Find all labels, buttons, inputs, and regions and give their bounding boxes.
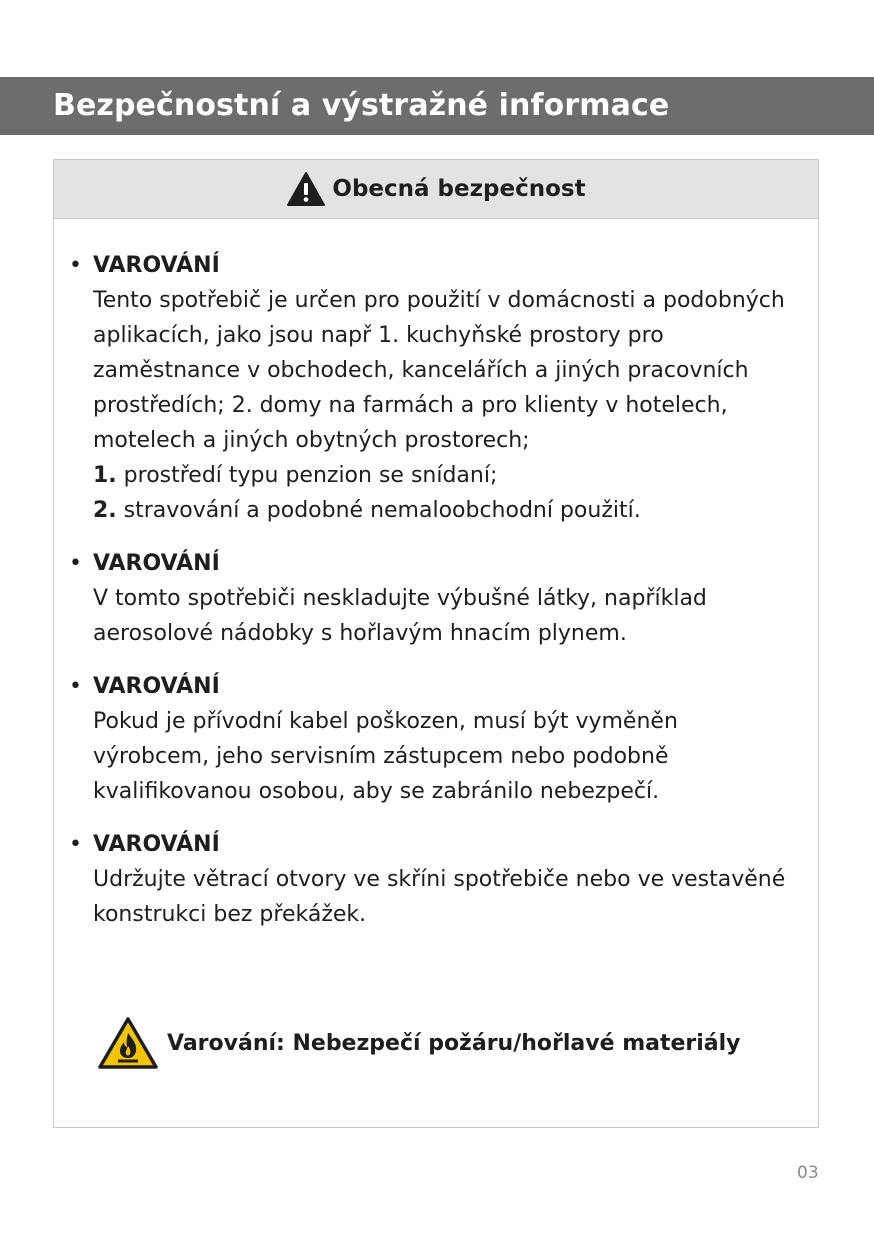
warning-text: Tento spotřebič je určen pro použití v domácnosti a podobných aplikacích, jako jsou např 1. kuchyňské prostory pro zaměstnance v obchodech, kancelářích a jiných pracovních prostředích; 2. domy na farmách a pro klienty v hotelech, motelech a jiných obytných prostorech; [93,288,785,453]
page-title: Bezpečnostní a výstražné informace [53,88,670,123]
fire-warning [97,1016,741,1070]
bullet: • [69,832,82,857]
warning-item [54,827,818,932]
section-title: Obecná bezpečnost [332,176,586,202]
subitem-text: stravování a podobné nemaloobchodní použití. [116,498,641,523]
warning-subitem [93,493,788,528]
safety-box-header [54,160,818,219]
section-header-bar [0,77,874,135]
warning-triangle-icon [286,171,326,207]
bullet: • [69,551,82,576]
bullet: • [69,674,82,699]
warning-label: VAROVÁNÍ [93,253,220,278]
page-number: 03 [797,1163,819,1183]
warning-text: Udržujte větrací otvory ve skříni spotřebiče nebo ve vestavěné konstrukci bez překážek. [93,867,786,927]
warning-item [54,248,818,528]
bullet: • [69,253,82,278]
warning-text: V tomto spotřebiči neskladujte výbušné látky, například aerosolové nádobky s hořlavým hnacím plynem. [93,586,707,646]
warning-label: VAROVÁNÍ [93,674,220,699]
warning-item [54,669,818,809]
subitem-number: 1. [93,463,117,488]
warning-subitem [93,458,788,493]
subitem-number: 2. [93,498,117,523]
warning-label: VAROVÁNÍ [93,551,220,576]
flammable-warning-icon [97,1016,159,1070]
fire-warning-text: Varování: Nebezpečí požáru/hořlavé materiály [167,1030,741,1056]
safety-box [53,159,819,1128]
warning-text: Pokud je přívodní kabel poškozen, musí být vyměněn výrobcem, jeho servisním zástupcem nebo podobně kvalifikovanou osobou, aby se zabránilo nebezpečí. [93,709,678,804]
subitem-text: prostředí typu penzion se snídaní; [116,463,498,488]
warning-item [54,546,818,651]
warning-label: VAROVÁNÍ [93,832,220,857]
warnings-list [54,248,818,950]
